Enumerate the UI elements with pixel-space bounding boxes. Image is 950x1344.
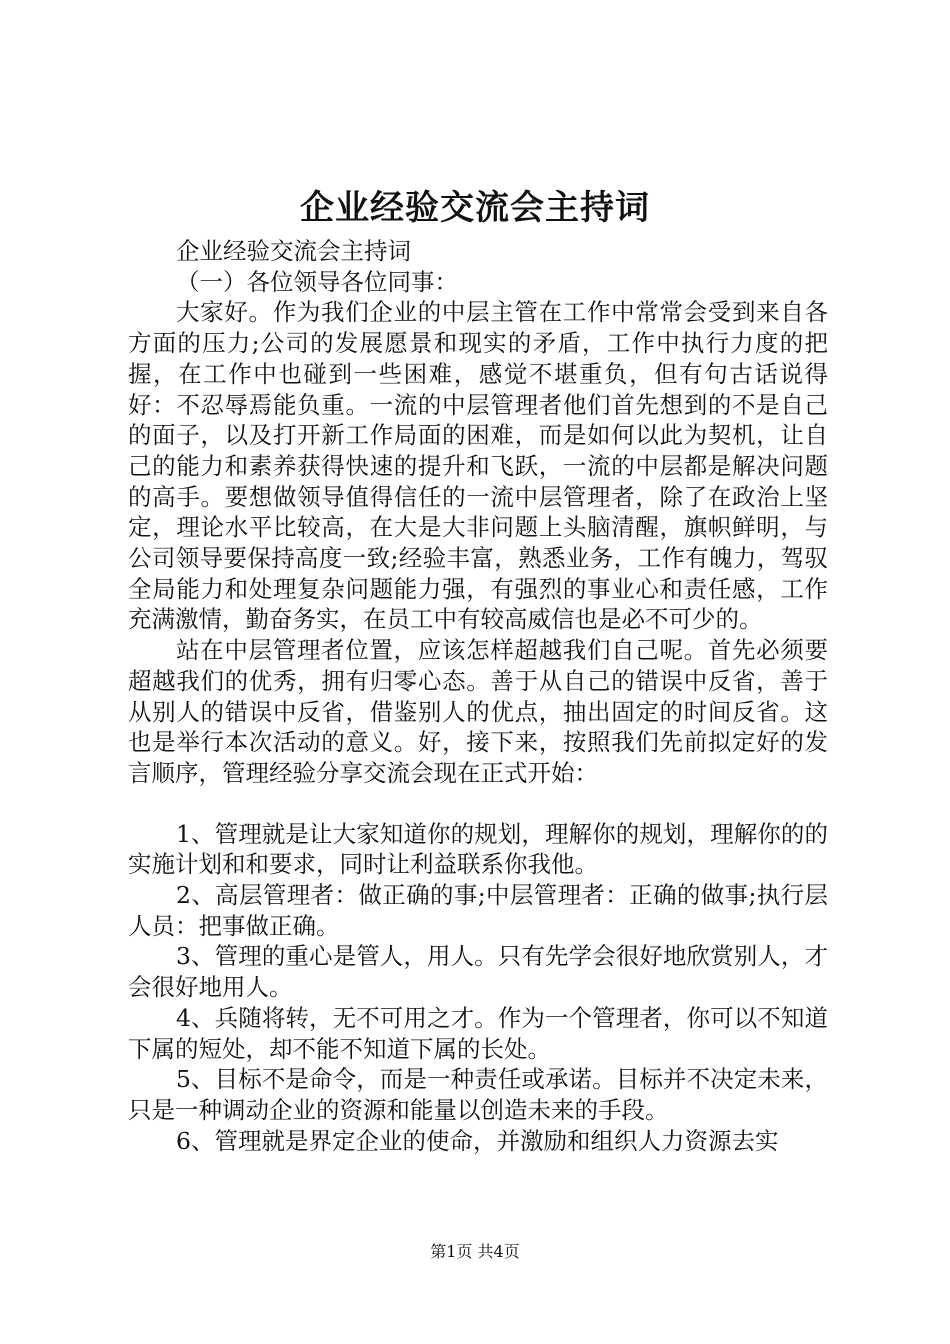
document-title: 企业经验交流会主持词 <box>300 188 650 228</box>
list-item-5: 5、目标不是命令，而是一种责任或承诺。目标并不决定未来，只是一种调动企业的资源和能量以创造未来的手段。 <box>128 1065 828 1124</box>
paragraph-transition: 站在中层管理者位置，应该怎样超越我们自己呢。首先必须要超越我们的优秀，拥有归零心态。善于从自己的错误中反省，善于从别人的错误中反省，借鉴别人的优点，抽出固定的时间反省。这也是举行本次活动的意义。好，接下来，按照我们先前拟定好的发言顺序，管理经验分享交流会现在正式开始： <box>128 636 828 787</box>
list-item-6: 6、管理就是界定企业的使命，并激励和组织人力资源去实 <box>176 1126 779 1155</box>
list-item-4: 4、兵随将转，无不可用之才。作为一个管理者，你可以不知道下属的短处，却不能不知道下属的长处。 <box>128 1003 828 1063</box>
paragraph-subtitle: 企业经验交流会主持词 <box>176 237 411 265</box>
document-body <box>128 236 828 1156</box>
page-footer: 第1页 共4页 <box>430 1242 520 1261</box>
list-item-3: 3、管理的重心是管人，用人。只有先学会很好地欣赏别人，才会很好地用人。 <box>128 942 828 1002</box>
list-item-2: 2、高层管理者：做正确的事;中层管理者：正确的做事;执行层人员：把事做正确。 <box>128 881 828 940</box>
paragraph-salutation: （一）各位领导各位同事： <box>176 267 458 296</box>
list-item-1: 1、管理就是让大家知道你的规划，理解你的规划，理解你的的实施计划和和要求，同时让利益联系你我他。 <box>128 819 828 879</box>
paragraph-intro: 大家好。作为我们企业的中层主管在工作中常常会受到来自各方面的压力;公司的发展愿景和现实的矛盾，工作中执行力度的把握，在工作中也碰到一些困难，感觉不堪重负，但有句古话说得好：不忍辱焉能负重。一流的中层管理者他们首先想到的不是自己的面子，以及打开新工作局面的困难，而是如何以此为契机，让自己的能力和素养获得快速的提升和飞跃，一流的中层都是解决问题的高手。要想做领导值得信任的一流中层管理者，除了在政治上坚定，理论水平比较高，在大是大非问题上头脑清醒，旗帜鲜明，与公司领导要保持高度一致;经验丰富，熟悉业务，工作有魄力，驾驭全局能力和处理复杂问题能力强，有强烈的事业心和责任感，工作充满激情，勤奋务实，在员工中有较高威信也是必不可少的。 <box>128 298 828 634</box>
